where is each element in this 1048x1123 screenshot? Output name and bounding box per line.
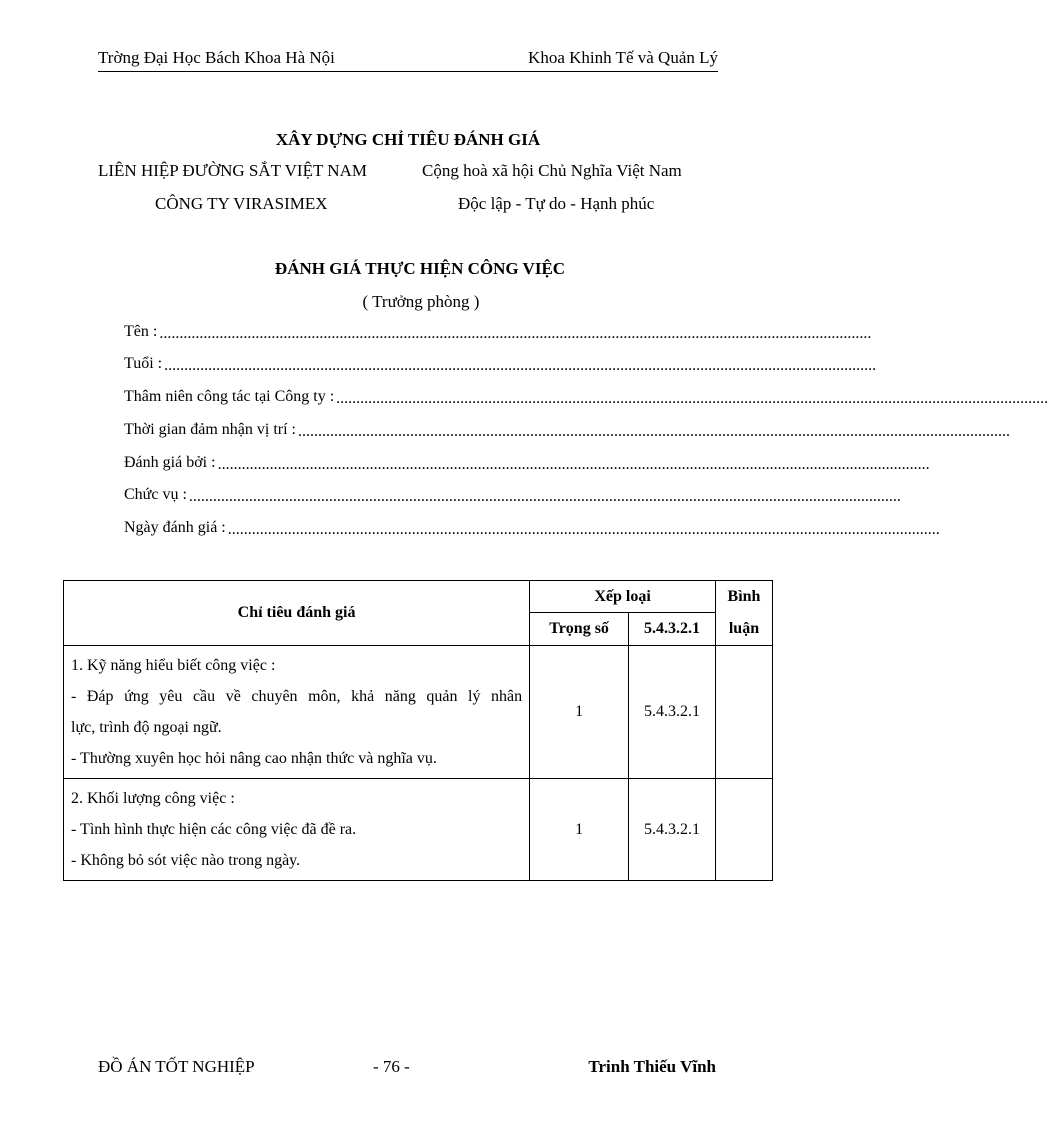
col-criteria-header: Chỉ tiêu đánh giá xyxy=(64,581,530,646)
comment-cell[interactable] xyxy=(715,779,772,881)
footer-author: Trinh Thiếu Vĩnh xyxy=(588,1057,716,1076)
motto-line2: Độc lập - Tự do - Hạnh phúc xyxy=(458,194,655,213)
header-right: Khoa Khinh Tế và Quản Lý xyxy=(528,48,718,67)
code-cell: 5.4.3.2.1 xyxy=(629,646,716,779)
weight-cell: 1 xyxy=(530,779,629,881)
criteria-cell xyxy=(64,646,530,779)
field-label: Thời gian đảm nhận vị trí : xyxy=(124,421,296,438)
form-title: ĐÁNH GIÁ THỰC HIỆN CÔNG VIỆC xyxy=(274,259,566,278)
field-eval-date[interactable]: Ngày đánh giá : .................................................................................................................................................................................. xyxy=(124,519,940,538)
field-label: Tuổi : xyxy=(124,355,163,372)
org-line2: CÔNG TY VIRASIMEX xyxy=(155,194,328,213)
field-name[interactable]: Tên : .................................................................................................................................................................................. xyxy=(124,323,872,342)
header-left: Trờng Đại Học Bách Khoa Hà Nội xyxy=(98,48,335,67)
col-rank-header: Xếp loại xyxy=(530,581,716,613)
criteria-line: - Không bỏ sót việc nào trong ngày. xyxy=(71,852,301,869)
header-divider xyxy=(98,71,718,72)
field-title[interactable]: Chức vụ : .................................................................................................................................................................................. xyxy=(124,486,901,505)
org-line1: LIÊN HIỆP ĐƯỜNG SẮT VIỆT NAM xyxy=(98,161,367,180)
col-comment-line2: luận xyxy=(728,620,760,637)
weight-cell: 1 xyxy=(530,646,629,779)
field-label: Thâm niên công tác tại Công ty : xyxy=(124,388,335,405)
field-label: Tên : xyxy=(124,323,158,340)
criteria-line: lực, trình độ ngoại ngữ. xyxy=(71,719,222,736)
criteria-cell xyxy=(64,779,530,881)
field-label: Ngày đánh giá : xyxy=(124,519,226,536)
footer-left: ĐỒ ÁN TỐT NGHIỆP xyxy=(98,1057,255,1076)
field-age[interactable]: Tuổi : .................................................................................................................................................................................. xyxy=(124,355,877,374)
field-label: Đánh giá bởi : xyxy=(124,454,216,471)
field-label: Chức vụ : xyxy=(124,486,187,503)
criteria-line: 2. Khối lượng công việc : xyxy=(71,790,235,807)
code-cell: 5.4.3.2.1 xyxy=(629,779,716,881)
col-comment-line1: Bình xyxy=(727,588,761,605)
evaluation-table xyxy=(63,580,773,881)
motto-line1: Cộng hoà xã hội Chủ Nghĩa Việt Nam xyxy=(422,161,682,180)
criteria-line: - Tình hình thực hiện các công việc đã đề ra. xyxy=(71,821,357,838)
criteria-line: - Thường xuyên học hỏi nâng cao nhận thức và nghĩa vụ. xyxy=(71,750,437,767)
criteria-line: - Đáp ứng yêu cầu về chuyên môn, khả năng quản lý nhân xyxy=(71,688,523,705)
field-seniority[interactable]: Thâm niên công tác tại Công ty : .................................................................................................................................................................................. xyxy=(124,388,1048,407)
page-number: - 76 - xyxy=(373,1057,410,1076)
col-weight-header: Trọng số xyxy=(530,613,629,646)
comment-cell[interactable] xyxy=(715,646,772,779)
field-evaluated-by[interactable]: Đánh giá bởi : .................................................................................................................................................................................. xyxy=(124,454,930,473)
col-code-header: 5.4.3.2.1 xyxy=(629,613,716,646)
doc-title: XÂY DỰNG CHỈ TIÊU ĐÁNH GIÁ xyxy=(275,130,541,149)
form-subtitle: ( Trưởng phòng ) xyxy=(362,292,480,311)
table-row xyxy=(64,646,773,779)
table-row xyxy=(64,779,773,881)
col-comment-header xyxy=(715,581,772,646)
criteria-line: 1. Kỹ năng hiểu biết công việc : xyxy=(71,657,276,674)
field-position-time[interactable]: Thời gian đảm nhận vị trí : .................................................................................................................................................................................. xyxy=(124,421,1010,440)
